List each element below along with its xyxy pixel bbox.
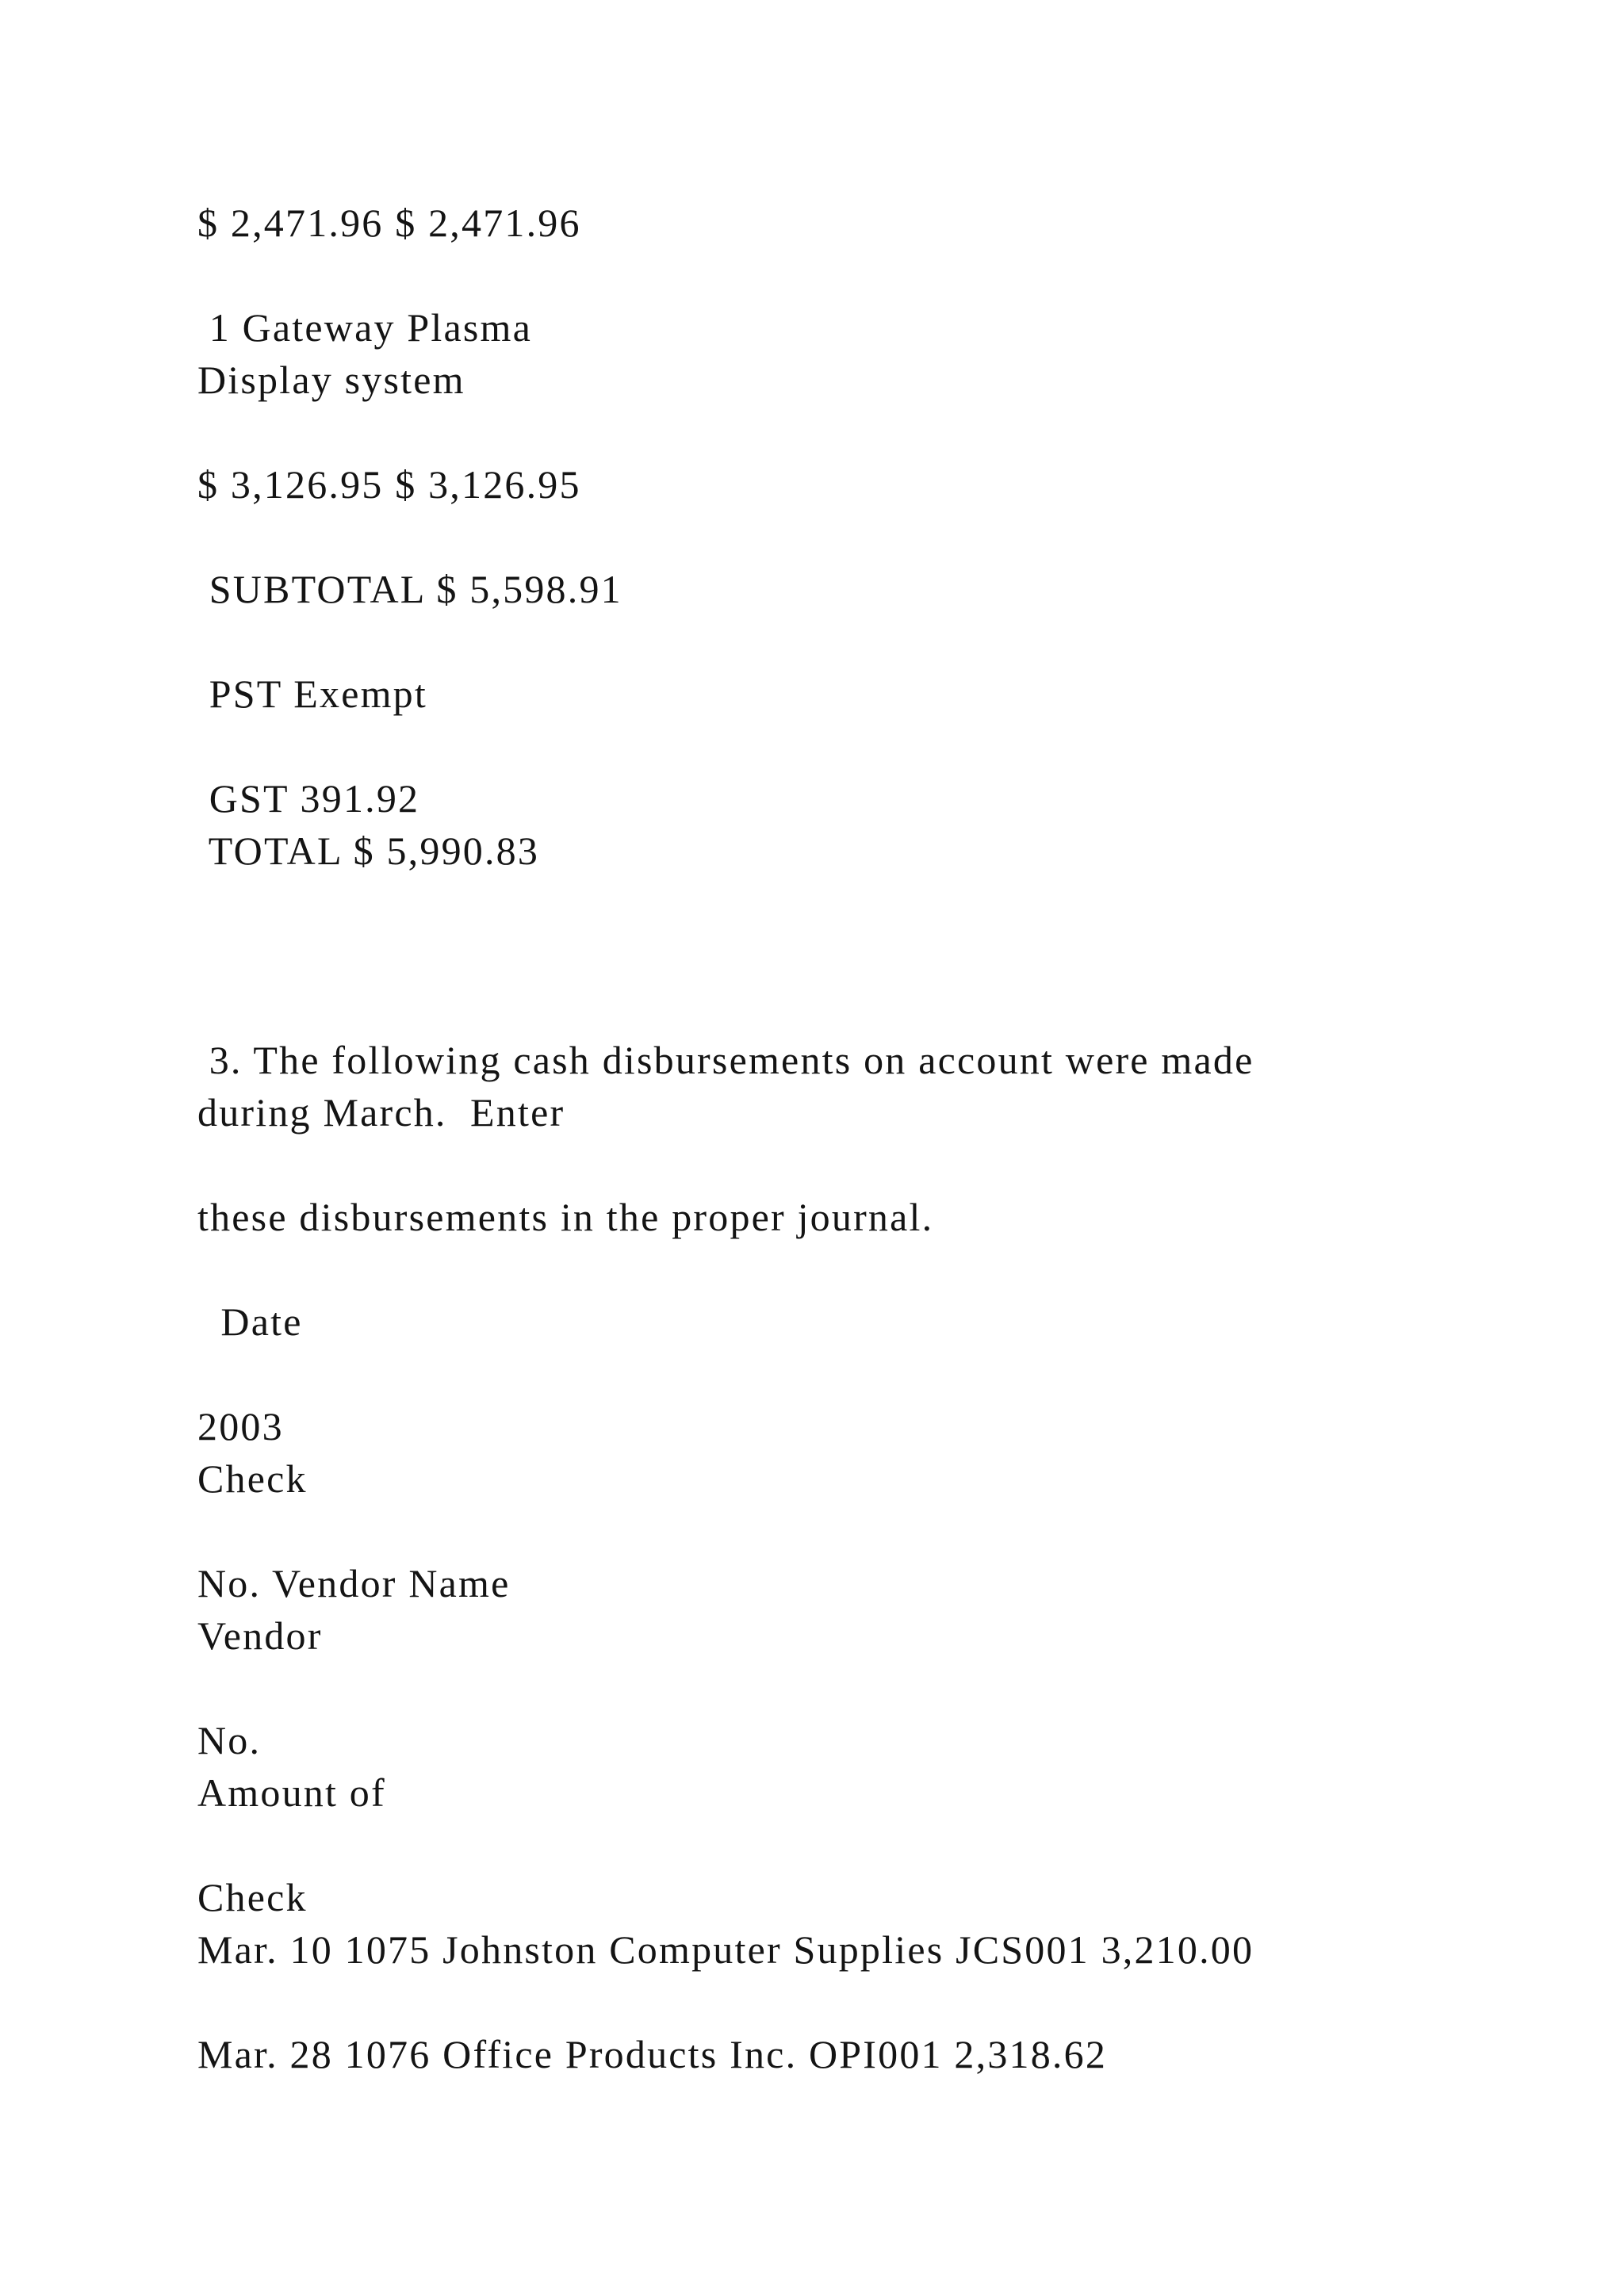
header-no: No. [197, 1718, 262, 1762]
header-check-2: Check [197, 1875, 308, 1919]
total-line: TOTAL $ 5,990.83 [197, 828, 540, 873]
instruction-line-3: these disbursements in the proper journal. [197, 1195, 934, 1239]
gst-line: GST 391.92 [197, 776, 420, 821]
instruction-line-2: during March. Enter [197, 1090, 565, 1135]
header-amount-of: Amount of [197, 1770, 386, 1815]
price-line-item-1: $ 2,471.96 $ 2,471.96 [197, 201, 581, 245]
disbursement-row-2: Mar. 28 1076 Office Products Inc. OPI001 2,318.62 [197, 2032, 1108, 2076]
header-vendor: Vendor [197, 1613, 323, 1658]
header-no-vendor-name: No. Vendor Name [197, 1561, 511, 1605]
instruction-line-1: 3. The following cash disbursements on account were made [197, 1038, 1254, 1082]
item-description-line-1: 1 Gateway Plasma [197, 305, 533, 350]
header-date: Date [197, 1299, 303, 1344]
pst-line: PST Exempt [197, 672, 427, 716]
header-year: 2003 [197, 1404, 284, 1448]
disbursement-row-1: Mar. 10 1075 Johnston Computer Supplies JCS001 3,210.00 [197, 1927, 1254, 1972]
price-line-item-2: $ 3,126.95 $ 3,126.95 [197, 462, 581, 507]
item-description-line-2: Display system [197, 358, 465, 402]
subtotal-line: SUBTOTAL $ 5,598.91 [197, 567, 622, 611]
header-check: Check [197, 1456, 308, 1501]
